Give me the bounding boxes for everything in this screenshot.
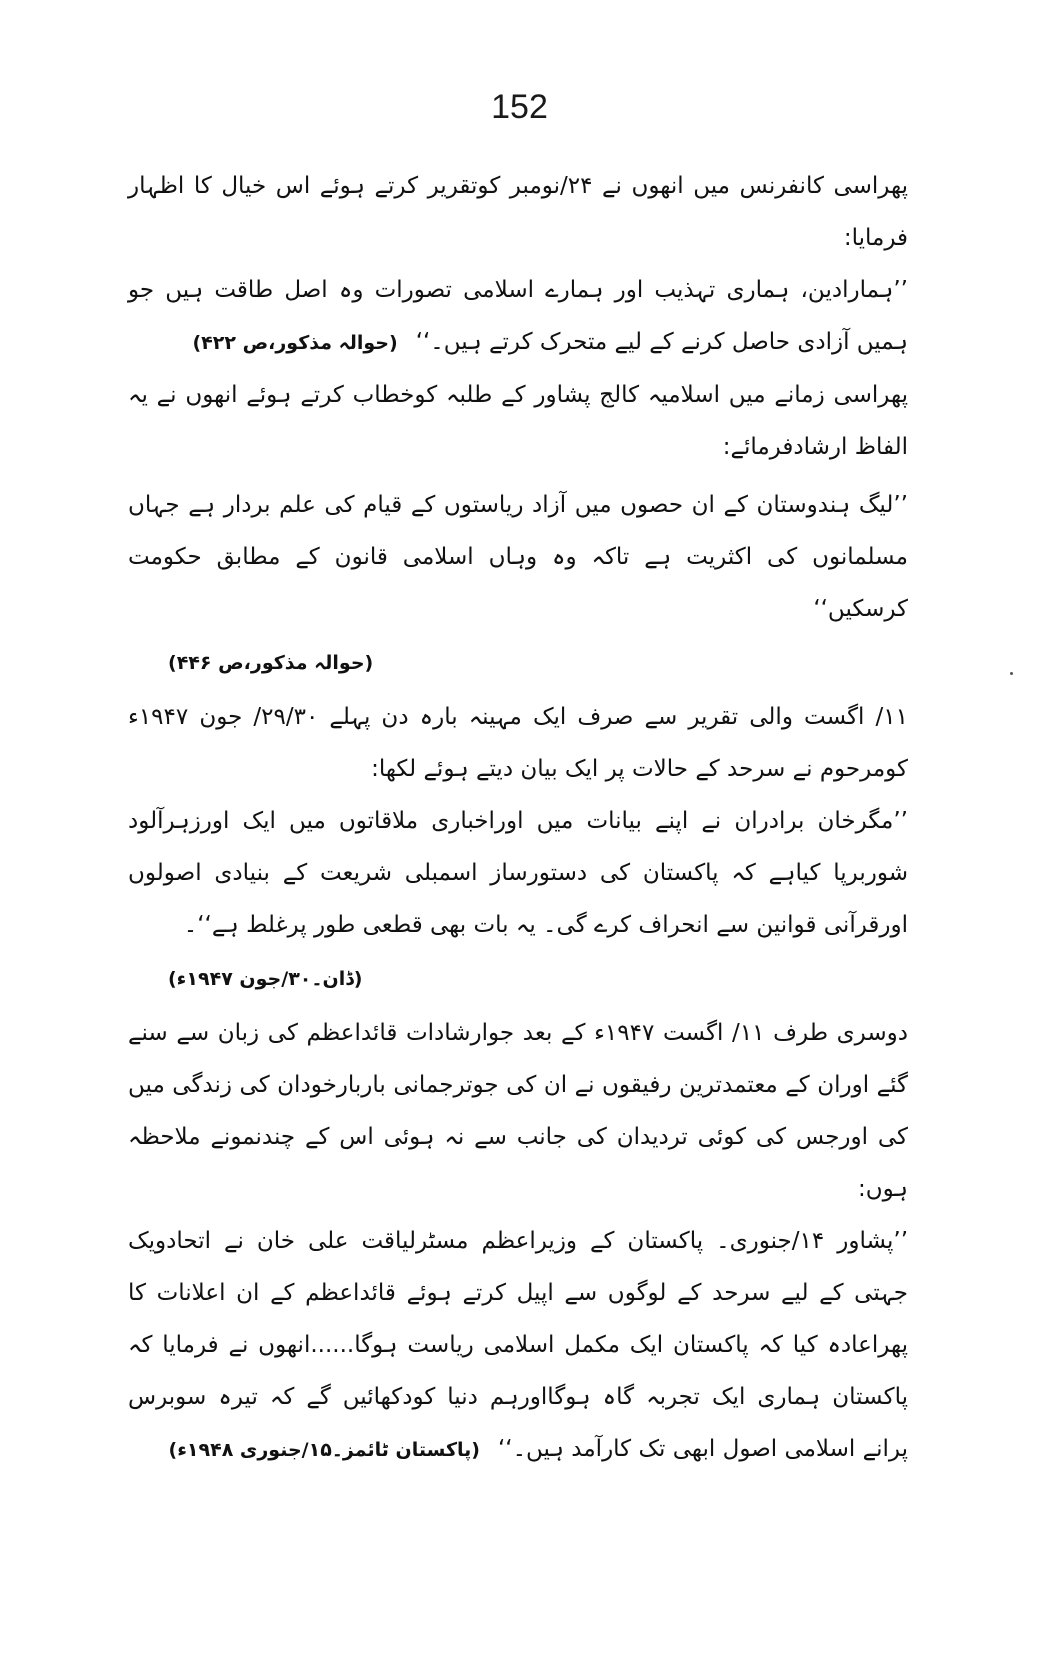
paragraph: دوسری طرف ۱۱/ اگست ۱۹۴۷ء کے بعد جوارشادات قائداعظم کی زبان سے سنے گئے اوران کے معتمدترین رفیقوں نے ان کی جوترجمانی باربارخودان کی زندگی میں کی اورجس کی کوئی تردیدان کی جانب سے نہ ہوئی اس کے چندنمونے ملاحظہ ہوں: <box>128 1020 908 1202</box>
paragraph: ۱۱/ اگست والی تقریر سے صرف ایک مہینہ بارہ دن پہلے ۲۹/۳۰/ جون ۱۹۴۷ء کومرحوم نے سرحد کے حالات پر ایک بیان دیتے ہوئے لکھا: <box>128 704 908 782</box>
page-body <box>128 160 908 1476</box>
quotation: ’’لیگ ہندوستان کے ان حصوں میں آزاد ریاستوں کے قیام کی علم بردار ہے جہاں مسلمانوں کی اکثریت ہے تاکہ وہ وہاں اسلامی قانون کے مطابق حکومت کرسکیں‘‘ <box>128 492 908 622</box>
paragraph: پھراسی زمانے میں اسلامیہ کالج پشاور کے طلبہ کوخطاب کرتے ہوئے انھوں نے یہ الفاظ ارشادفرمائے: <box>128 382 908 460</box>
quotation-text: ’’پشاور ۱۴/جنوری۔ پاکستان کے وزیراعظم مسٹرلیاقت علی خان نے اتحادویک جہتی کے لیے سرحد کے لوگوں سے اپیل کرتے ہوئے قائداعظم کے ان اعلانات کا پھراعادہ کیا کہ پاکستان ایک مکمل اسلامی ریاست ہوگا......انھوں نے فرمایا کہ پاکستان ہماری ایک تجربہ گاہ ہوگااورہم دنیا کودکھائیں گے کہ تیرہ سوبرس پرانے اسلامی اصول ابھی تک کارآمد ہیں۔‘‘ <box>128 1228 909 1462</box>
paragraph: پھراسی کانفرنس میں انھوں نے ۲۴/نومبر کوتقریر کرتے ہوئے اس خیال کا اظہار فرمایا: <box>128 173 908 251</box>
quotation <box>128 264 908 369</box>
citation: (حوالہ مذکور،ص ۴۴۶) <box>168 652 374 674</box>
citation: (حوالہ مذکور،ص ۴۲۲) <box>192 332 398 354</box>
quotation-text: ’’ہمارادین، ہماری تہذیب اور ہمارے اسلامی تصورات وہ اصل طاقت ہیں جو ہمیں آزادی حاصل کرنے کے لیے متحرک کرتے ہیں۔‘‘ <box>128 277 908 355</box>
citation: (پاکستان ٹائمز۔۱۵/جنوری ۱۹۴۸ء) <box>168 1439 480 1461</box>
quotation: ’’مگرخان برادران نے اپنے بیانات میں اوراخباری ملاقاتوں میں ایک اورزہرآلود شوربرپا کیاہے کہ پاکستان کی دستورساز اسمبلی شریعت کے بنیادی اصولوں اورقرآنی قوانین سے انحراف کرے گی۔ یہ بات بھی قطعی طور پرغلط ہے‘‘۔ <box>128 808 908 938</box>
quotation <box>128 1215 908 1476</box>
scan-speck <box>1010 672 1013 675</box>
page-number: 152 <box>491 88 548 126</box>
citation: (ڈان۔۳۰/جون ۱۹۴۷ء) <box>168 968 363 990</box>
